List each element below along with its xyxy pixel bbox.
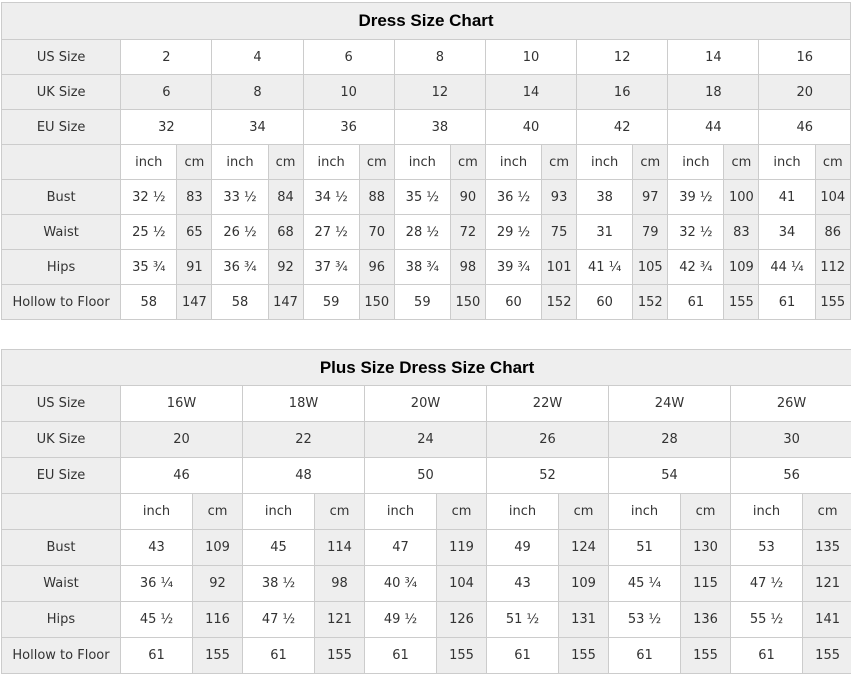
measure-cell-cm: 155 <box>803 638 851 674</box>
measure-cell-inch: 32 ½ <box>668 215 724 250</box>
size-cell: 18 <box>668 75 759 110</box>
unit-cell-inch: inch <box>487 494 559 530</box>
measure-cell-inch: 27 ½ <box>303 215 359 250</box>
measure-cell-inch: 45 ½ <box>121 602 193 638</box>
measure-cell-cm: 136 <box>681 602 731 638</box>
unit-cell-cm: cm <box>450 145 485 180</box>
measure-cell-cm: 86 <box>815 215 850 250</box>
measure-cell-cm: 155 <box>724 285 759 320</box>
hollow-to-floor-row <box>2 638 851 674</box>
unit-header-row <box>2 145 851 180</box>
waist-row <box>2 566 851 602</box>
measure-cell-inch: 61 <box>668 285 724 320</box>
unit-cell-inch: inch <box>759 145 815 180</box>
us-size-row <box>2 386 851 422</box>
measure-cell-cm: 72 <box>450 215 485 250</box>
unit-cell-cm: cm <box>193 494 243 530</box>
unit-cell-cm: cm <box>359 145 394 180</box>
measure-cell-cm: 124 <box>559 530 609 566</box>
size-cell: 16W <box>121 386 243 422</box>
size-cell: 8 <box>394 40 485 75</box>
bust-row <box>2 180 851 215</box>
measure-cell-cm: 126 <box>437 602 487 638</box>
unit-cell-inch: inch <box>731 494 803 530</box>
row-label-bust: Bust <box>2 530 121 566</box>
measure-cell-cm: 98 <box>450 250 485 285</box>
measure-cell-inch: 38 ½ <box>243 566 315 602</box>
measure-cell-cm: 97 <box>633 180 668 215</box>
size-cell: 48 <box>243 458 365 494</box>
row-label-eu-size: EU Size <box>2 458 121 494</box>
measure-cell-inch: 61 <box>609 638 681 674</box>
unit-cell-inch: inch <box>121 494 193 530</box>
row-label-hips: Hips <box>2 250 121 285</box>
measure-cell-inch: 42 ¾ <box>668 250 724 285</box>
size-cell: 40 <box>485 110 576 145</box>
unit-cell-inch: inch <box>394 145 450 180</box>
unit-cell-inch: inch <box>577 145 633 180</box>
measure-cell-cm: 121 <box>315 602 365 638</box>
measure-cell-cm: 84 <box>268 180 303 215</box>
size-cell: 54 <box>609 458 731 494</box>
unit-cell-inch: inch <box>121 145 177 180</box>
measure-cell-cm: 112 <box>815 250 850 285</box>
size-cell: 22 <box>243 422 365 458</box>
measure-cell-cm: 150 <box>450 285 485 320</box>
unit-cell-cm: cm <box>542 145 577 180</box>
size-cell: 42 <box>577 110 668 145</box>
size-cell: 52 <box>487 458 609 494</box>
measure-cell-inch: 61 <box>759 285 815 320</box>
row-label-waist: Waist <box>2 566 121 602</box>
measure-cell-cm: 90 <box>450 180 485 215</box>
measure-cell-cm: 116 <box>193 602 243 638</box>
measure-cell-inch: 34 ½ <box>303 180 359 215</box>
measure-cell-cm: 70 <box>359 215 394 250</box>
row-label-uk-size: UK Size <box>2 422 121 458</box>
measure-cell-inch: 40 ¾ <box>365 566 437 602</box>
measure-cell-inch: 37 ¾ <box>303 250 359 285</box>
row-label-hips: Hips <box>2 602 121 638</box>
measure-cell-inch: 61 <box>731 638 803 674</box>
size-cell: 8 <box>212 75 303 110</box>
measure-cell-inch: 29 ½ <box>485 215 541 250</box>
size-cell: 22W <box>487 386 609 422</box>
measure-cell-inch: 26 ½ <box>212 215 268 250</box>
chart-title: Plus Size Dress Size Chart <box>2 350 851 386</box>
size-cell: 26W <box>731 386 851 422</box>
measure-cell-cm: 135 <box>803 530 851 566</box>
measure-cell-cm: 96 <box>359 250 394 285</box>
unit-cell-inch: inch <box>485 145 541 180</box>
measure-cell-inch: 25 ½ <box>121 215 177 250</box>
bust-row <box>2 530 851 566</box>
row-label-us-size: US Size <box>2 40 121 75</box>
measure-cell-inch: 39 ½ <box>668 180 724 215</box>
size-cell: 44 <box>668 110 759 145</box>
row-label-uk-size: UK Size <box>2 75 121 110</box>
chart-title-row <box>2 3 851 40</box>
measure-cell-cm: 109 <box>559 566 609 602</box>
measure-cell-inch: 49 <box>487 530 559 566</box>
size-cell: 32 <box>121 110 212 145</box>
size-cell: 14 <box>485 75 576 110</box>
measure-cell-cm: 147 <box>268 285 303 320</box>
measure-cell-inch: 59 <box>303 285 359 320</box>
unit-row-corner-cell <box>2 145 121 180</box>
unit-cell-inch: inch <box>243 494 315 530</box>
measure-cell-cm: 104 <box>437 566 487 602</box>
measure-cell-inch: 44 ¼ <box>759 250 815 285</box>
measure-cell-cm: 88 <box>359 180 394 215</box>
plus-size-dress-size-chart <box>0 349 851 674</box>
eu-size-row <box>2 458 851 494</box>
size-cell: 20W <box>365 386 487 422</box>
measure-cell-inch: 47 ½ <box>243 602 315 638</box>
size-cell: 16 <box>759 40 851 75</box>
size-cell: 20 <box>759 75 851 110</box>
measure-cell-inch: 53 <box>731 530 803 566</box>
measure-cell-cm: 152 <box>633 285 668 320</box>
unit-cell-inch: inch <box>668 145 724 180</box>
measure-cell-inch: 59 <box>394 285 450 320</box>
size-cell: 24 <box>365 422 487 458</box>
measure-cell-cm: 83 <box>724 215 759 250</box>
measure-cell-cm: 65 <box>177 215 212 250</box>
size-cell: 34 <box>212 110 303 145</box>
size-cell: 50 <box>365 458 487 494</box>
eu-size-row <box>2 110 851 145</box>
measure-cell-inch: 28 ½ <box>394 215 450 250</box>
measure-cell-cm: 147 <box>177 285 212 320</box>
unit-cell-cm: cm <box>633 145 668 180</box>
size-cell: 24W <box>609 386 731 422</box>
measure-cell-cm: 121 <box>803 566 851 602</box>
us-size-row <box>2 40 851 75</box>
measure-cell-inch: 33 ½ <box>212 180 268 215</box>
measure-cell-inch: 36 ¾ <box>212 250 268 285</box>
measure-cell-inch: 61 <box>243 638 315 674</box>
measure-cell-inch: 41 <box>759 180 815 215</box>
measure-cell-inch: 60 <box>485 285 541 320</box>
unit-cell-cm: cm <box>724 145 759 180</box>
measure-cell-inch: 60 <box>577 285 633 320</box>
measure-cell-inch: 58 <box>121 285 177 320</box>
unit-row-corner-cell <box>2 494 121 530</box>
size-cell: 12 <box>577 40 668 75</box>
dress-size-chart-table <box>1 2 851 320</box>
unit-cell-cm: cm <box>681 494 731 530</box>
measure-cell-inch: 31 <box>577 215 633 250</box>
measure-cell-cm: 101 <box>542 250 577 285</box>
size-cell: 10 <box>303 75 394 110</box>
measure-cell-cm: 155 <box>815 285 850 320</box>
uk-size-row <box>2 422 851 458</box>
measure-cell-cm: 93 <box>542 180 577 215</box>
size-cell: 26 <box>487 422 609 458</box>
measure-cell-cm: 155 <box>559 638 609 674</box>
size-cell: 6 <box>121 75 212 110</box>
chart-title-row <box>2 350 851 386</box>
row-label-hollow-to-floor: Hollow to Floor <box>2 285 121 320</box>
size-cell: 56 <box>731 458 851 494</box>
measure-cell-inch: 36 ¼ <box>121 566 193 602</box>
measure-cell-cm: 109 <box>724 250 759 285</box>
size-cell: 46 <box>121 458 243 494</box>
measure-cell-cm: 75 <box>542 215 577 250</box>
size-cell: 36 <box>303 110 394 145</box>
unit-cell-cm: cm <box>268 145 303 180</box>
measure-cell-inch: 61 <box>121 638 193 674</box>
measure-cell-inch: 34 <box>759 215 815 250</box>
size-cell: 2 <box>121 40 212 75</box>
unit-cell-cm: cm <box>177 145 212 180</box>
measure-cell-inch: 32 ½ <box>121 180 177 215</box>
size-cell: 6 <box>303 40 394 75</box>
measure-cell-cm: 68 <box>268 215 303 250</box>
hollow-to-floor-row <box>2 285 851 320</box>
measure-cell-cm: 115 <box>681 566 731 602</box>
unit-cell-cm: cm <box>815 145 850 180</box>
plus-size-dress-size-chart-table <box>1 349 851 674</box>
measure-cell-cm: 92 <box>268 250 303 285</box>
measure-cell-cm: 92 <box>193 566 243 602</box>
measure-cell-cm: 155 <box>315 638 365 674</box>
hips-row <box>2 250 851 285</box>
measure-cell-cm: 152 <box>542 285 577 320</box>
measure-cell-inch: 43 <box>121 530 193 566</box>
measure-cell-inch: 49 ½ <box>365 602 437 638</box>
unit-cell-inch: inch <box>365 494 437 530</box>
unit-cell-inch: inch <box>609 494 681 530</box>
unit-cell-cm: cm <box>803 494 851 530</box>
measure-cell-inch: 45 ¼ <box>609 566 681 602</box>
measure-cell-inch: 45 <box>243 530 315 566</box>
unit-cell-cm: cm <box>437 494 487 530</box>
measure-cell-inch: 61 <box>365 638 437 674</box>
size-cell: 30 <box>731 422 851 458</box>
measure-cell-inch: 51 <box>609 530 681 566</box>
measure-cell-inch: 35 ½ <box>394 180 450 215</box>
measure-cell-cm: 150 <box>359 285 394 320</box>
measure-cell-cm: 130 <box>681 530 731 566</box>
size-cell: 16 <box>577 75 668 110</box>
measure-cell-cm: 98 <box>315 566 365 602</box>
measure-cell-cm: 155 <box>193 638 243 674</box>
measure-cell-inch: 55 ½ <box>731 602 803 638</box>
measure-cell-cm: 91 <box>177 250 212 285</box>
measure-cell-cm: 155 <box>437 638 487 674</box>
measure-cell-inch: 47 <box>365 530 437 566</box>
row-label-eu-size: EU Size <box>2 110 121 145</box>
measure-cell-cm: 114 <box>315 530 365 566</box>
size-cell: 18W <box>243 386 365 422</box>
measure-cell-cm: 109 <box>193 530 243 566</box>
measure-cell-cm: 79 <box>633 215 668 250</box>
measure-cell-cm: 119 <box>437 530 487 566</box>
measure-cell-cm: 155 <box>681 638 731 674</box>
measure-cell-cm: 104 <box>815 180 850 215</box>
unit-cell-inch: inch <box>303 145 359 180</box>
dress-size-chart <box>0 2 851 320</box>
measure-cell-cm: 83 <box>177 180 212 215</box>
size-cell: 46 <box>759 110 851 145</box>
row-label-us-size: US Size <box>2 386 121 422</box>
size-cell: 14 <box>668 40 759 75</box>
measure-cell-inch: 35 ¾ <box>121 250 177 285</box>
size-cell: 12 <box>394 75 485 110</box>
measure-cell-inch: 38 ¾ <box>394 250 450 285</box>
size-cell: 10 <box>485 40 576 75</box>
measure-cell-inch: 38 <box>577 180 633 215</box>
size-cell: 28 <box>609 422 731 458</box>
measure-cell-inch: 41 ¼ <box>577 250 633 285</box>
measure-cell-inch: 43 <box>487 566 559 602</box>
size-cell: 4 <box>212 40 303 75</box>
unit-cell-cm: cm <box>315 494 365 530</box>
row-label-waist: Waist <box>2 215 121 250</box>
unit-cell-cm: cm <box>559 494 609 530</box>
measure-cell-inch: 58 <box>212 285 268 320</box>
size-cell: 38 <box>394 110 485 145</box>
measure-cell-inch: 36 ½ <box>485 180 541 215</box>
measure-cell-cm: 141 <box>803 602 851 638</box>
hips-row <box>2 602 851 638</box>
chart-title: Dress Size Chart <box>2 3 851 40</box>
measure-cell-inch: 47 ½ <box>731 566 803 602</box>
waist-row <box>2 215 851 250</box>
measure-cell-inch: 53 ½ <box>609 602 681 638</box>
measure-cell-cm: 100 <box>724 180 759 215</box>
row-label-bust: Bust <box>2 180 121 215</box>
measure-cell-inch: 51 ½ <box>487 602 559 638</box>
row-label-hollow-to-floor: Hollow to Floor <box>2 638 121 674</box>
uk-size-row <box>2 75 851 110</box>
measure-cell-cm: 105 <box>633 250 668 285</box>
measure-cell-inch: 39 ¾ <box>485 250 541 285</box>
measure-cell-inch: 61 <box>487 638 559 674</box>
unit-header-row <box>2 494 851 530</box>
unit-cell-inch: inch <box>212 145 268 180</box>
measure-cell-cm: 131 <box>559 602 609 638</box>
size-cell: 20 <box>121 422 243 458</box>
